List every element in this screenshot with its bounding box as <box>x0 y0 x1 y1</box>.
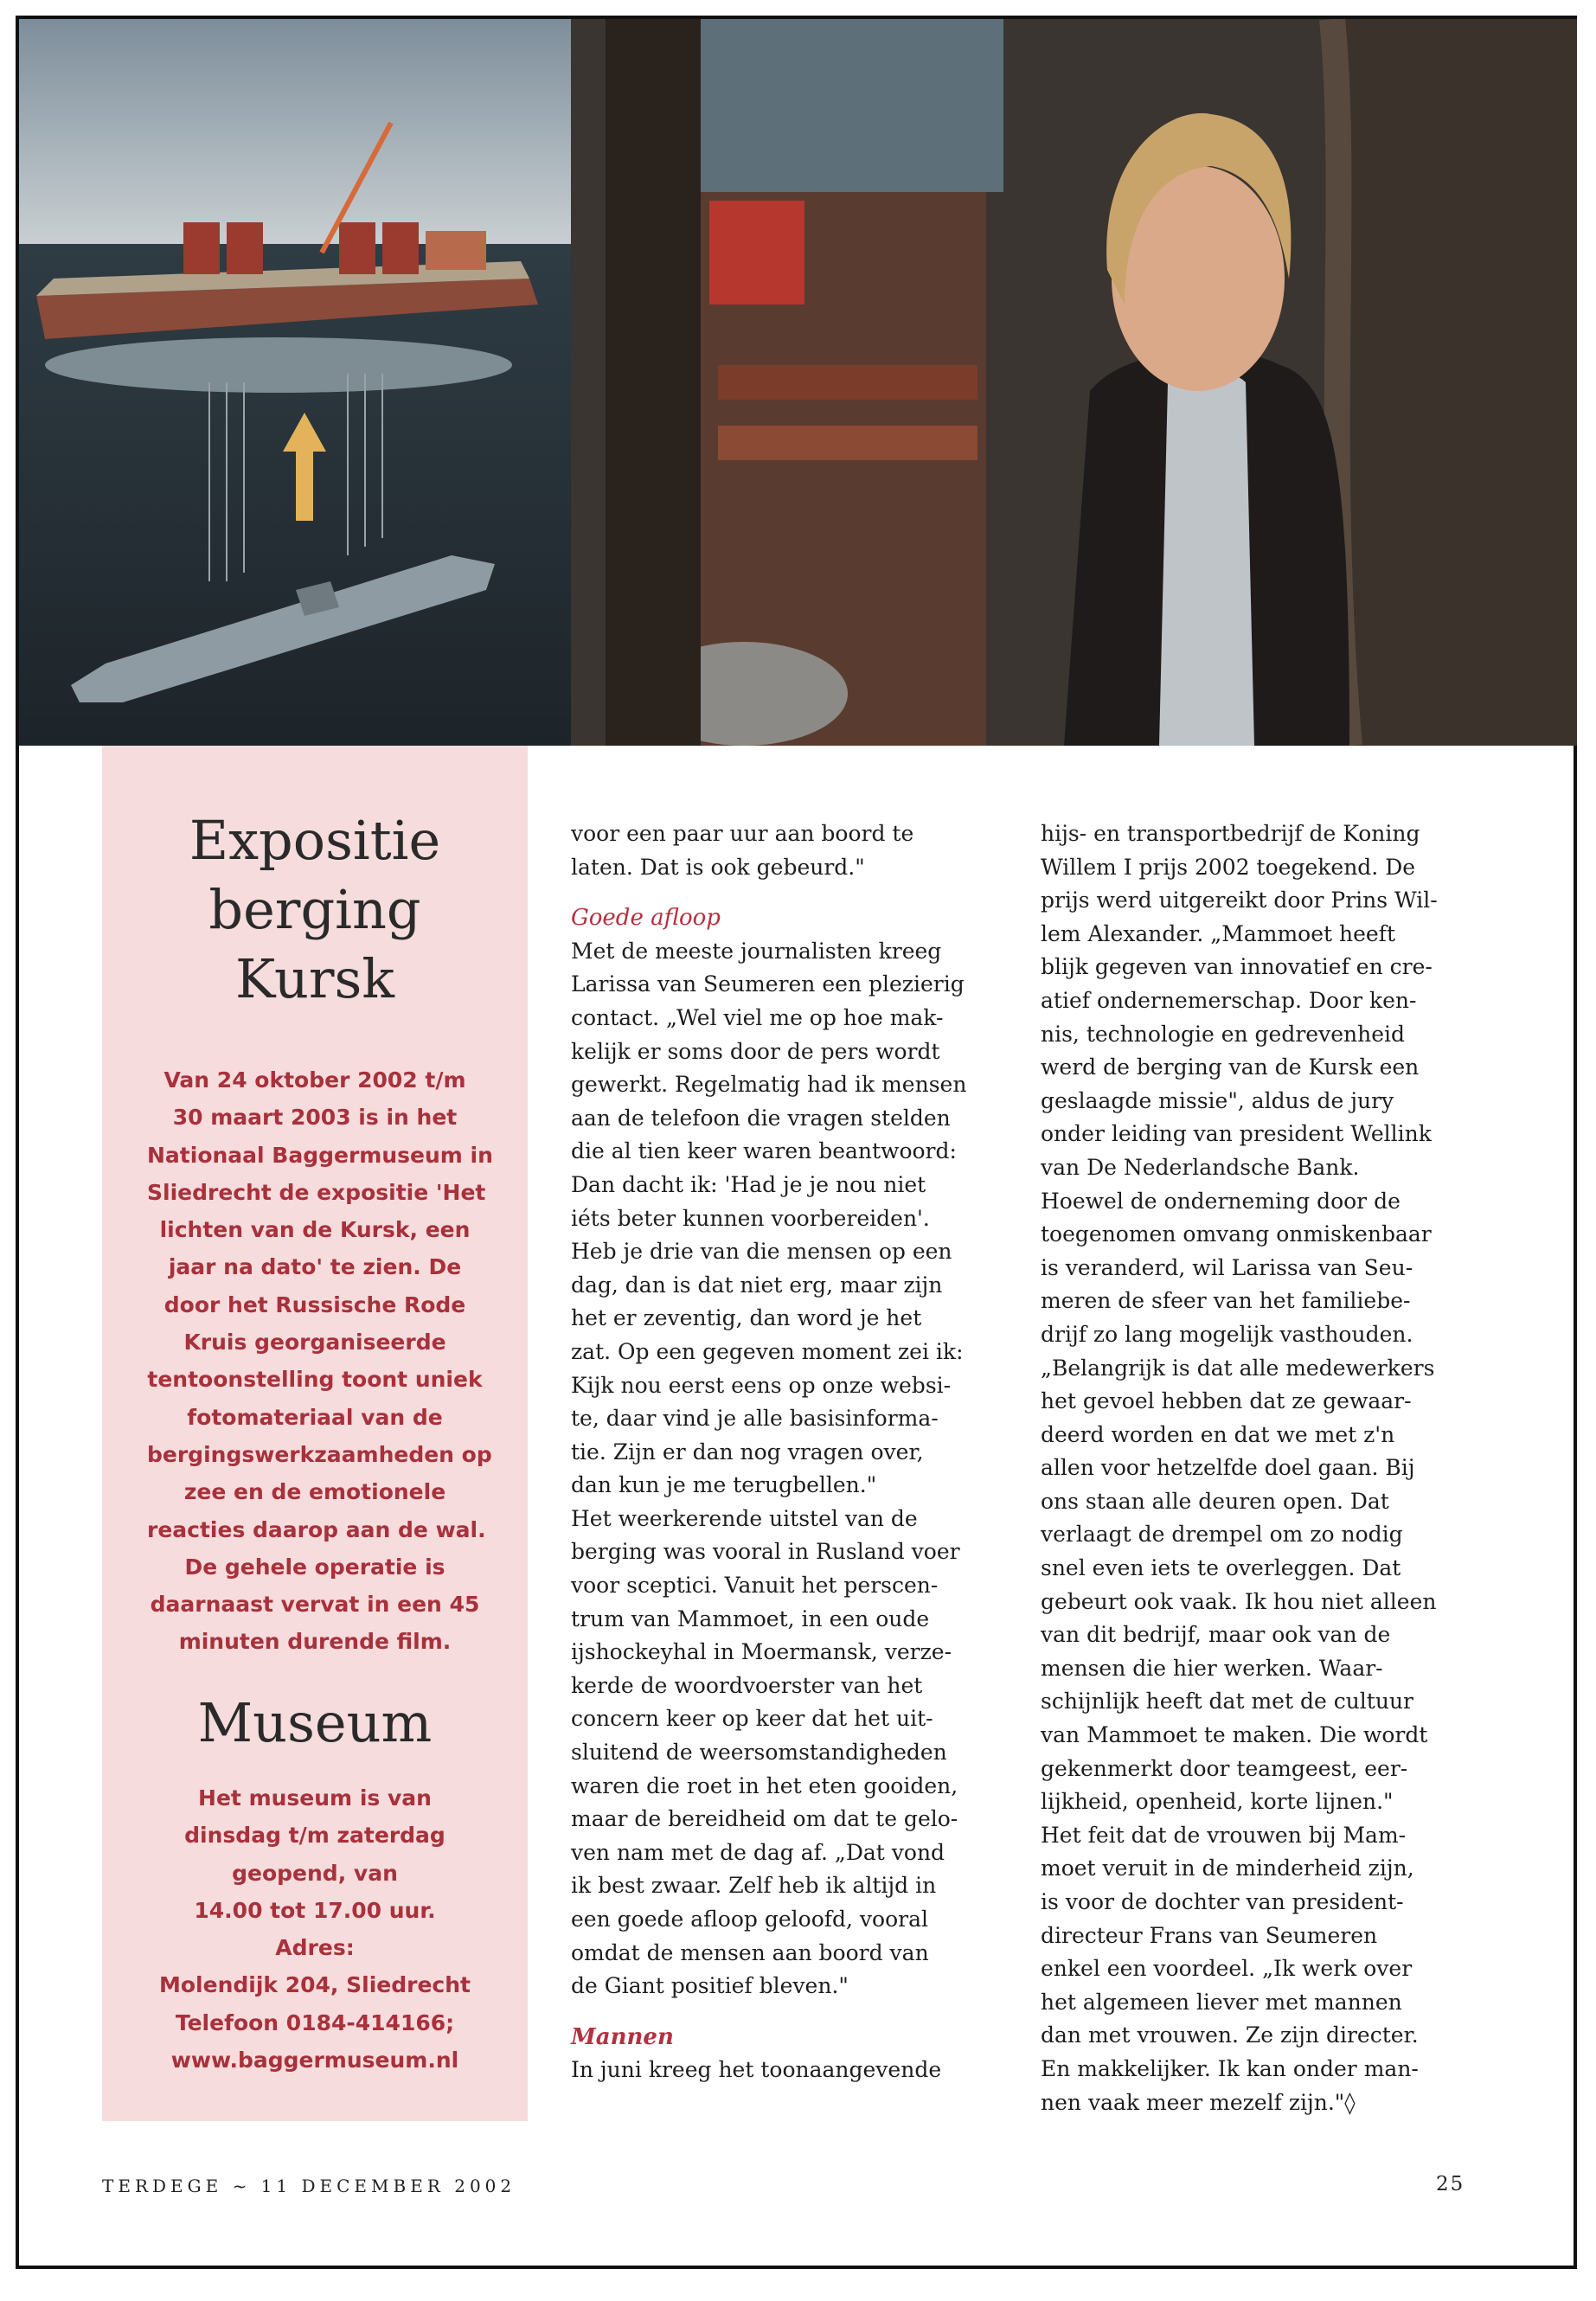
text-line: is veranderd, wil Larissa van Seu- <box>1041 1254 1413 1280</box>
text-line: Het weerkerende uitstel van de <box>571 1505 918 1531</box>
text-line: ven nam met de dag af. „Dat vond <box>571 1839 945 1865</box>
text-line: voor een paar uur aan boord te <box>571 821 914 846</box>
text-line: directeur Frans van Seumeren <box>1041 1922 1378 1948</box>
text-line: laten. Dat is ook gebeurd." <box>571 854 865 880</box>
text-line: nis, technologie en gedrevenheid <box>1041 1021 1406 1047</box>
museum-website[interactable]: www.baggermuseum.nl <box>170 2048 459 2073</box>
sidebar-text-line: lichten van de Kursk, een <box>159 1217 471 1243</box>
text-line: gekenmerkt door teamgeest, eer- <box>1041 1755 1408 1781</box>
text-line: lijkheid, openheid, korte lijnen." <box>1041 1789 1394 1815</box>
sidebar-text-line: Telefoon 0184-414166; <box>175 2009 455 2035</box>
text-line: Dan dacht ik: 'Had je je nou niet <box>571 1171 926 1197</box>
text-line: sluitend de weersomstandigheden <box>571 1740 947 1766</box>
text-line: nen vaak meer mezelf zijn."◊ <box>1041 2089 1356 2115</box>
text-line: lem Alexander. „Mammoet heeft <box>1041 920 1395 946</box>
text-line: trum van Mammoet, in een oude <box>571 1606 930 1631</box>
text-line: En makkelijker. Ik kan onder man- <box>1041 2055 1419 2081</box>
sidebar-text-line: Adres: <box>275 1935 355 1961</box>
text-line: de Giant positief bleven." <box>571 1973 849 1999</box>
text-line: Kijk nou eerst eens op onze websi- <box>571 1372 952 1398</box>
text-line: „Belangrijk is dat alle medewerkers <box>1041 1355 1435 1381</box>
text-line: omdat de mensen aan boord van <box>571 1939 929 1965</box>
sidebar-text-line: door het Russische Rode <box>163 1292 466 1317</box>
text-line: verlaagt de drempel om zo nodig <box>1041 1522 1403 1548</box>
text-line: het er zeventig, dan word je het <box>571 1305 922 1331</box>
paragraph-goede-afloop <box>571 935 1021 2003</box>
text-line: Willem I prijs 2002 toegekend. De <box>1041 854 1416 880</box>
text-line: contact. „Wel viel me op hoe mak- <box>571 1004 944 1030</box>
text-line: deerd worden en dat we met z'n <box>1041 1421 1395 1447</box>
subhead-mannen: Mannen <box>571 2023 674 2050</box>
sidebar-text-line: Het museum is van <box>198 1785 432 1811</box>
heading-line: Kursk <box>235 947 394 1010</box>
article-column-2 <box>1041 817 1490 2119</box>
text-line: kelijk er soms door de pers wordt <box>571 1038 940 1064</box>
text-line: enkel een voordeel. „Ik werk over <box>1041 1956 1413 1982</box>
sidebar-text-line: 30 maart 2003 is in het <box>172 1105 458 1131</box>
text-line: ijshockeyhal in Moermansk, verze- <box>571 1639 952 1665</box>
sidebar-text-line: Molendijk 204, Sliedrecht <box>159 1972 471 1998</box>
text-line: gebeurt ook vaak. Ik hou niet alleen <box>1041 1588 1437 1614</box>
sidebar-text-line: 14.00 tot 17.00 uur. <box>194 1897 436 1923</box>
text-line: van dit bedrijf, maar ook van de <box>1041 1622 1391 1648</box>
page-number: 25 <box>1436 2173 1465 2195</box>
text-line: waren die roet in het eten gooiden, <box>571 1772 958 1798</box>
sidebar-text-line: Kruis georganiseerde <box>183 1330 446 1356</box>
text-line: het gevoel hebben dat ze gewaar- <box>1041 1388 1412 1414</box>
sidebar-text-line: geopend, van <box>232 1860 398 1886</box>
text-line: Het feit dat de vrouwen bij Mam- <box>1041 1822 1407 1848</box>
text-line: prijs werd uitgereikt door Prins Wil- <box>1041 888 1438 913</box>
sidebar-heading-expositie <box>102 806 528 1014</box>
text-line: aan de telefoon die vragen stelden <box>571 1105 951 1131</box>
text-line: Larissa van Seumeren een plezierig <box>571 971 965 997</box>
sidebar-box <box>102 746 528 2121</box>
text-line: is voor de dochter van president- <box>1041 1889 1404 1914</box>
text-line: die al tien keer waren beantwoord: <box>571 1138 957 1164</box>
sidebar-text-line: jaar na dato' te zien. De <box>168 1254 462 1280</box>
footer-publication: TERDEGE ~ 11 DECEMBER 2002 <box>102 2176 516 2196</box>
sidebar-heading-museum: Museum <box>197 1691 433 1754</box>
text-line: tie. Zijn er dan nog vragen over, <box>571 1439 924 1465</box>
sidebar-text-line: Nationaal Baggermuseum in <box>147 1142 493 1168</box>
text-line: onder leiding van president Wellink <box>1041 1121 1432 1147</box>
text-line: geslaagde missie", aldus de jury <box>1041 1087 1394 1113</box>
text-line: atief ondernemerschap. Door ken- <box>1041 987 1417 1013</box>
sidebar-exhibition-text <box>147 1061 493 1661</box>
text-line: maar de bereidheid om dat te gelo- <box>571 1806 958 1832</box>
text-line: moet veruit in de minderheid zijn, <box>1041 1856 1414 1881</box>
text-line: drijf zo lang mogelijk vasthouden. <box>1041 1321 1413 1347</box>
text-line: blijk gegeven van innovatief en cre- <box>1041 954 1433 980</box>
sidebar-text-line: minuten durende film. <box>178 1629 452 1655</box>
text-line: werd de berging van de Kursk een <box>1041 1054 1420 1080</box>
text-line: meren de sfeer van het familiebe- <box>1041 1288 1411 1314</box>
text-line: berging was vooral in Rusland voer <box>571 1539 960 1565</box>
sidebar-text-line: dinsdag t/m zaterdag <box>184 1823 445 1849</box>
sidebar-text-line: bergingswerkzaamheden op <box>147 1441 492 1467</box>
text-line: zat. Op een gegeven moment zei ik: <box>571 1338 964 1364</box>
sidebar-text-line: tentoonstelling toont uniek <box>147 1367 483 1393</box>
text-line: kerde de woordvoerster van het <box>571 1672 923 1698</box>
text-line: gewerkt. Regelmatig had ik mensen <box>571 1072 967 1098</box>
sidebar-text-line: Van 24 oktober 2002 t/m <box>163 1067 466 1093</box>
text-line: ons staan alle deuren open. Dat <box>1041 1488 1389 1514</box>
subhead-goede-afloop: Goede afloop <box>571 905 721 932</box>
text-line: dan met vrouwen. Ze zijn directer. <box>1041 2022 1419 2048</box>
text-line: In juni kreeg het toonaangevende <box>571 2057 942 2083</box>
text-line: dan kun je me terugbellen." <box>571 1472 877 1498</box>
sidebar-museum-text <box>128 1779 502 2079</box>
text-line: snel even iets te overleggen. Dat <box>1041 1555 1401 1581</box>
text-line: ik best zwaar. Zelf heb ik altijd in <box>571 1873 937 1899</box>
sidebar-text-line: fotomateriaal van de <box>187 1404 443 1430</box>
text-line: toegenomen omvang onmiskenbaar <box>1041 1221 1432 1247</box>
text-line: iéts beter kunnen voorbereiden'. <box>571 1205 930 1231</box>
text-line: voor sceptici. Vanuit het perscen- <box>571 1573 939 1599</box>
salvage-illustration <box>19 19 571 746</box>
heading-line: Expositie <box>189 809 441 872</box>
text-line: dag, dan is dat niet erg, maar zijn <box>571 1272 943 1298</box>
text-line: het algemeen liever met mannen <box>1041 1989 1402 2015</box>
text-line: Hoewel de onderneming door de <box>1041 1188 1401 1214</box>
text-line: te, daar vind je alle basisinforma- <box>571 1406 939 1432</box>
portrait-photo <box>571 19 1577 746</box>
sidebar-text-line: De gehele operatie is <box>184 1554 445 1580</box>
text-line: van De Nederlandsche Bank. <box>1041 1154 1360 1180</box>
article-column-1 <box>571 817 1021 2087</box>
text-line: Heb je drie van die mensen op een <box>571 1239 952 1265</box>
text-line: concern keer op keer dat het uit- <box>571 1706 933 1732</box>
sidebar-text-line: reacties daarop aan de wal. <box>147 1516 486 1542</box>
text-line: een goede afloop geloofd, vooral <box>571 1907 928 1932</box>
text-line: schijnlijk heeft dat met de cultuur <box>1041 1689 1413 1715</box>
sidebar-text-line: daarnaast vervat in een 45 <box>150 1592 480 1618</box>
text-line: van Mammoet te maken. Die wordt <box>1041 1722 1428 1748</box>
text-line: allen voor hetzelfde doel gaan. Bij <box>1041 1455 1415 1481</box>
text-line: mensen die hier werken. Waar- <box>1041 1655 1383 1681</box>
sidebar-text-line: zee en de emotionele <box>183 1479 446 1505</box>
heading-line: berging <box>208 878 421 941</box>
text-line: Met de meeste journalisten kreeg <box>571 938 942 964</box>
text-line: hijs- en transportbedrijf de Koning <box>1041 821 1420 846</box>
sidebar-text-line: Sliedrecht de expositie 'Het <box>147 1179 486 1205</box>
